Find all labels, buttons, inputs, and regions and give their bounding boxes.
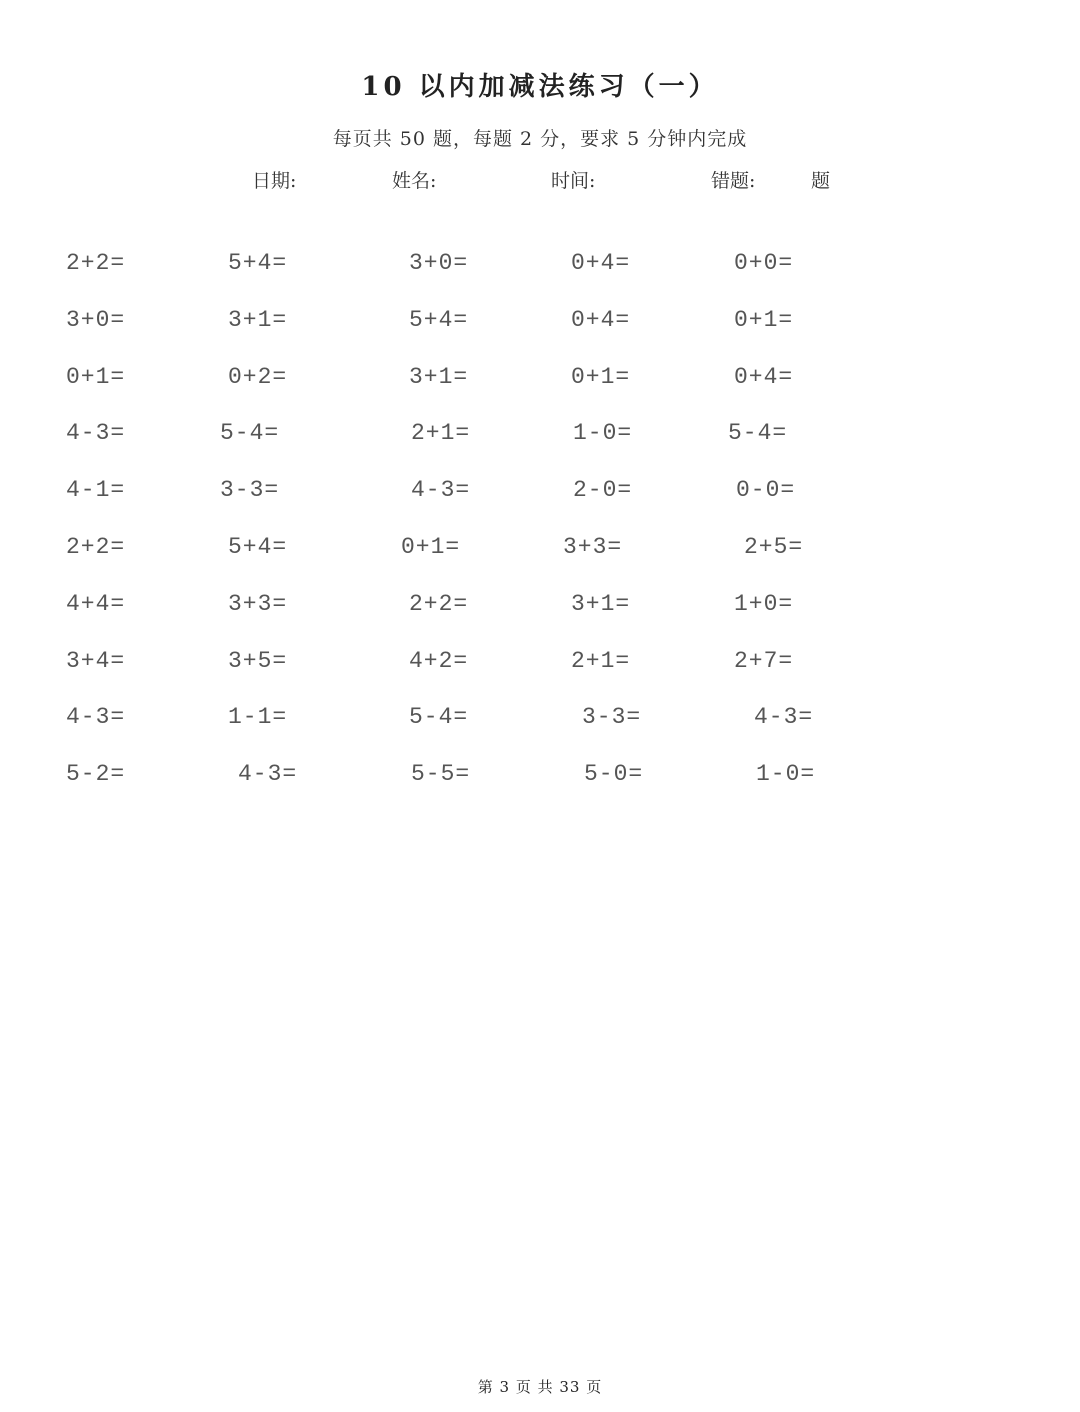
problem: 5-0= [584,761,644,788]
problem: 3+1= [571,590,631,617]
problem: 4-3= [411,477,471,504]
page-subtitle: 每页共 50 题，每题 2 分，要求 5 分钟内完成 [332,128,748,150]
problem: 5-4= [728,420,788,447]
page-title: 10 以内加减法练习（一） [361,72,719,102]
problem: 2+2= [66,250,126,276]
problem: 0+0= [734,250,794,276]
problem: 2+5= [744,533,804,560]
problem-row [0,591,1080,648]
problem: 3+3= [563,533,623,560]
problem: 1-0= [573,420,633,447]
problem: 0+1= [401,533,461,560]
problem: 3+1= [228,306,288,333]
problem: 2+2= [409,590,469,617]
problem: 4-1= [66,477,126,504]
problem: 0+4= [571,250,631,276]
student-info-row [0,166,1080,194]
problem: 3+0= [66,306,126,333]
problem: 4+4= [66,590,126,617]
problem: 3-3= [220,477,280,504]
date-label: 日期: [252,170,297,192]
problem: 3+3= [228,590,288,617]
problem-row [0,761,1080,818]
problem: 2+7= [734,647,794,674]
problem: 2-0= [573,477,633,504]
problem: 0+2= [228,363,288,390]
problem-row [0,704,1080,761]
problem: 5-4= [220,420,280,447]
problem: 4-3= [66,420,126,447]
name-label: 姓名: [392,170,437,192]
problem-row [0,534,1080,591]
problem: 5-5= [411,761,471,788]
problem: 0+1= [66,363,126,390]
problem: 0+1= [571,363,631,390]
problem-row [0,648,1080,705]
problem: 4-3= [238,761,298,788]
problem: 5-4= [409,704,469,731]
page-number-footer: 第 3 页 共 33 页 [477,1378,603,1396]
problem: 0+4= [571,306,631,333]
problem: 3+4= [66,647,126,674]
problem: 3-3= [582,704,642,731]
problem: 4-3= [754,704,814,731]
problem: 5+4= [409,306,469,333]
problem: 3+0= [409,250,469,276]
errors-label: 错题: [711,170,756,192]
problem: 0+1= [734,306,794,333]
problem: 1+0= [734,590,794,617]
errors-suffix: 题 [811,170,831,192]
problem-row [0,250,1080,307]
problem: 2+1= [411,420,471,447]
problem: 1-0= [756,761,816,788]
problem-row [0,477,1080,534]
problem: 0+4= [734,363,794,390]
problem: 5+4= [228,250,288,276]
problem: 3+1= [409,363,469,390]
time-label: 时间: [551,170,596,192]
problem: 1-1= [228,704,288,731]
problem: 2+1= [571,647,631,674]
problem-grid [0,250,1080,818]
problem-row [0,364,1080,421]
problem: 5-2= [66,761,126,788]
problem-row [0,420,1080,477]
problem: 4-3= [66,704,126,731]
problem: 0-0= [736,477,796,504]
problem: 2+2= [66,533,126,560]
problem-row [0,307,1080,364]
problem: 4+2= [409,647,469,674]
problem: 3+5= [228,647,288,674]
problem: 5+4= [228,533,288,560]
